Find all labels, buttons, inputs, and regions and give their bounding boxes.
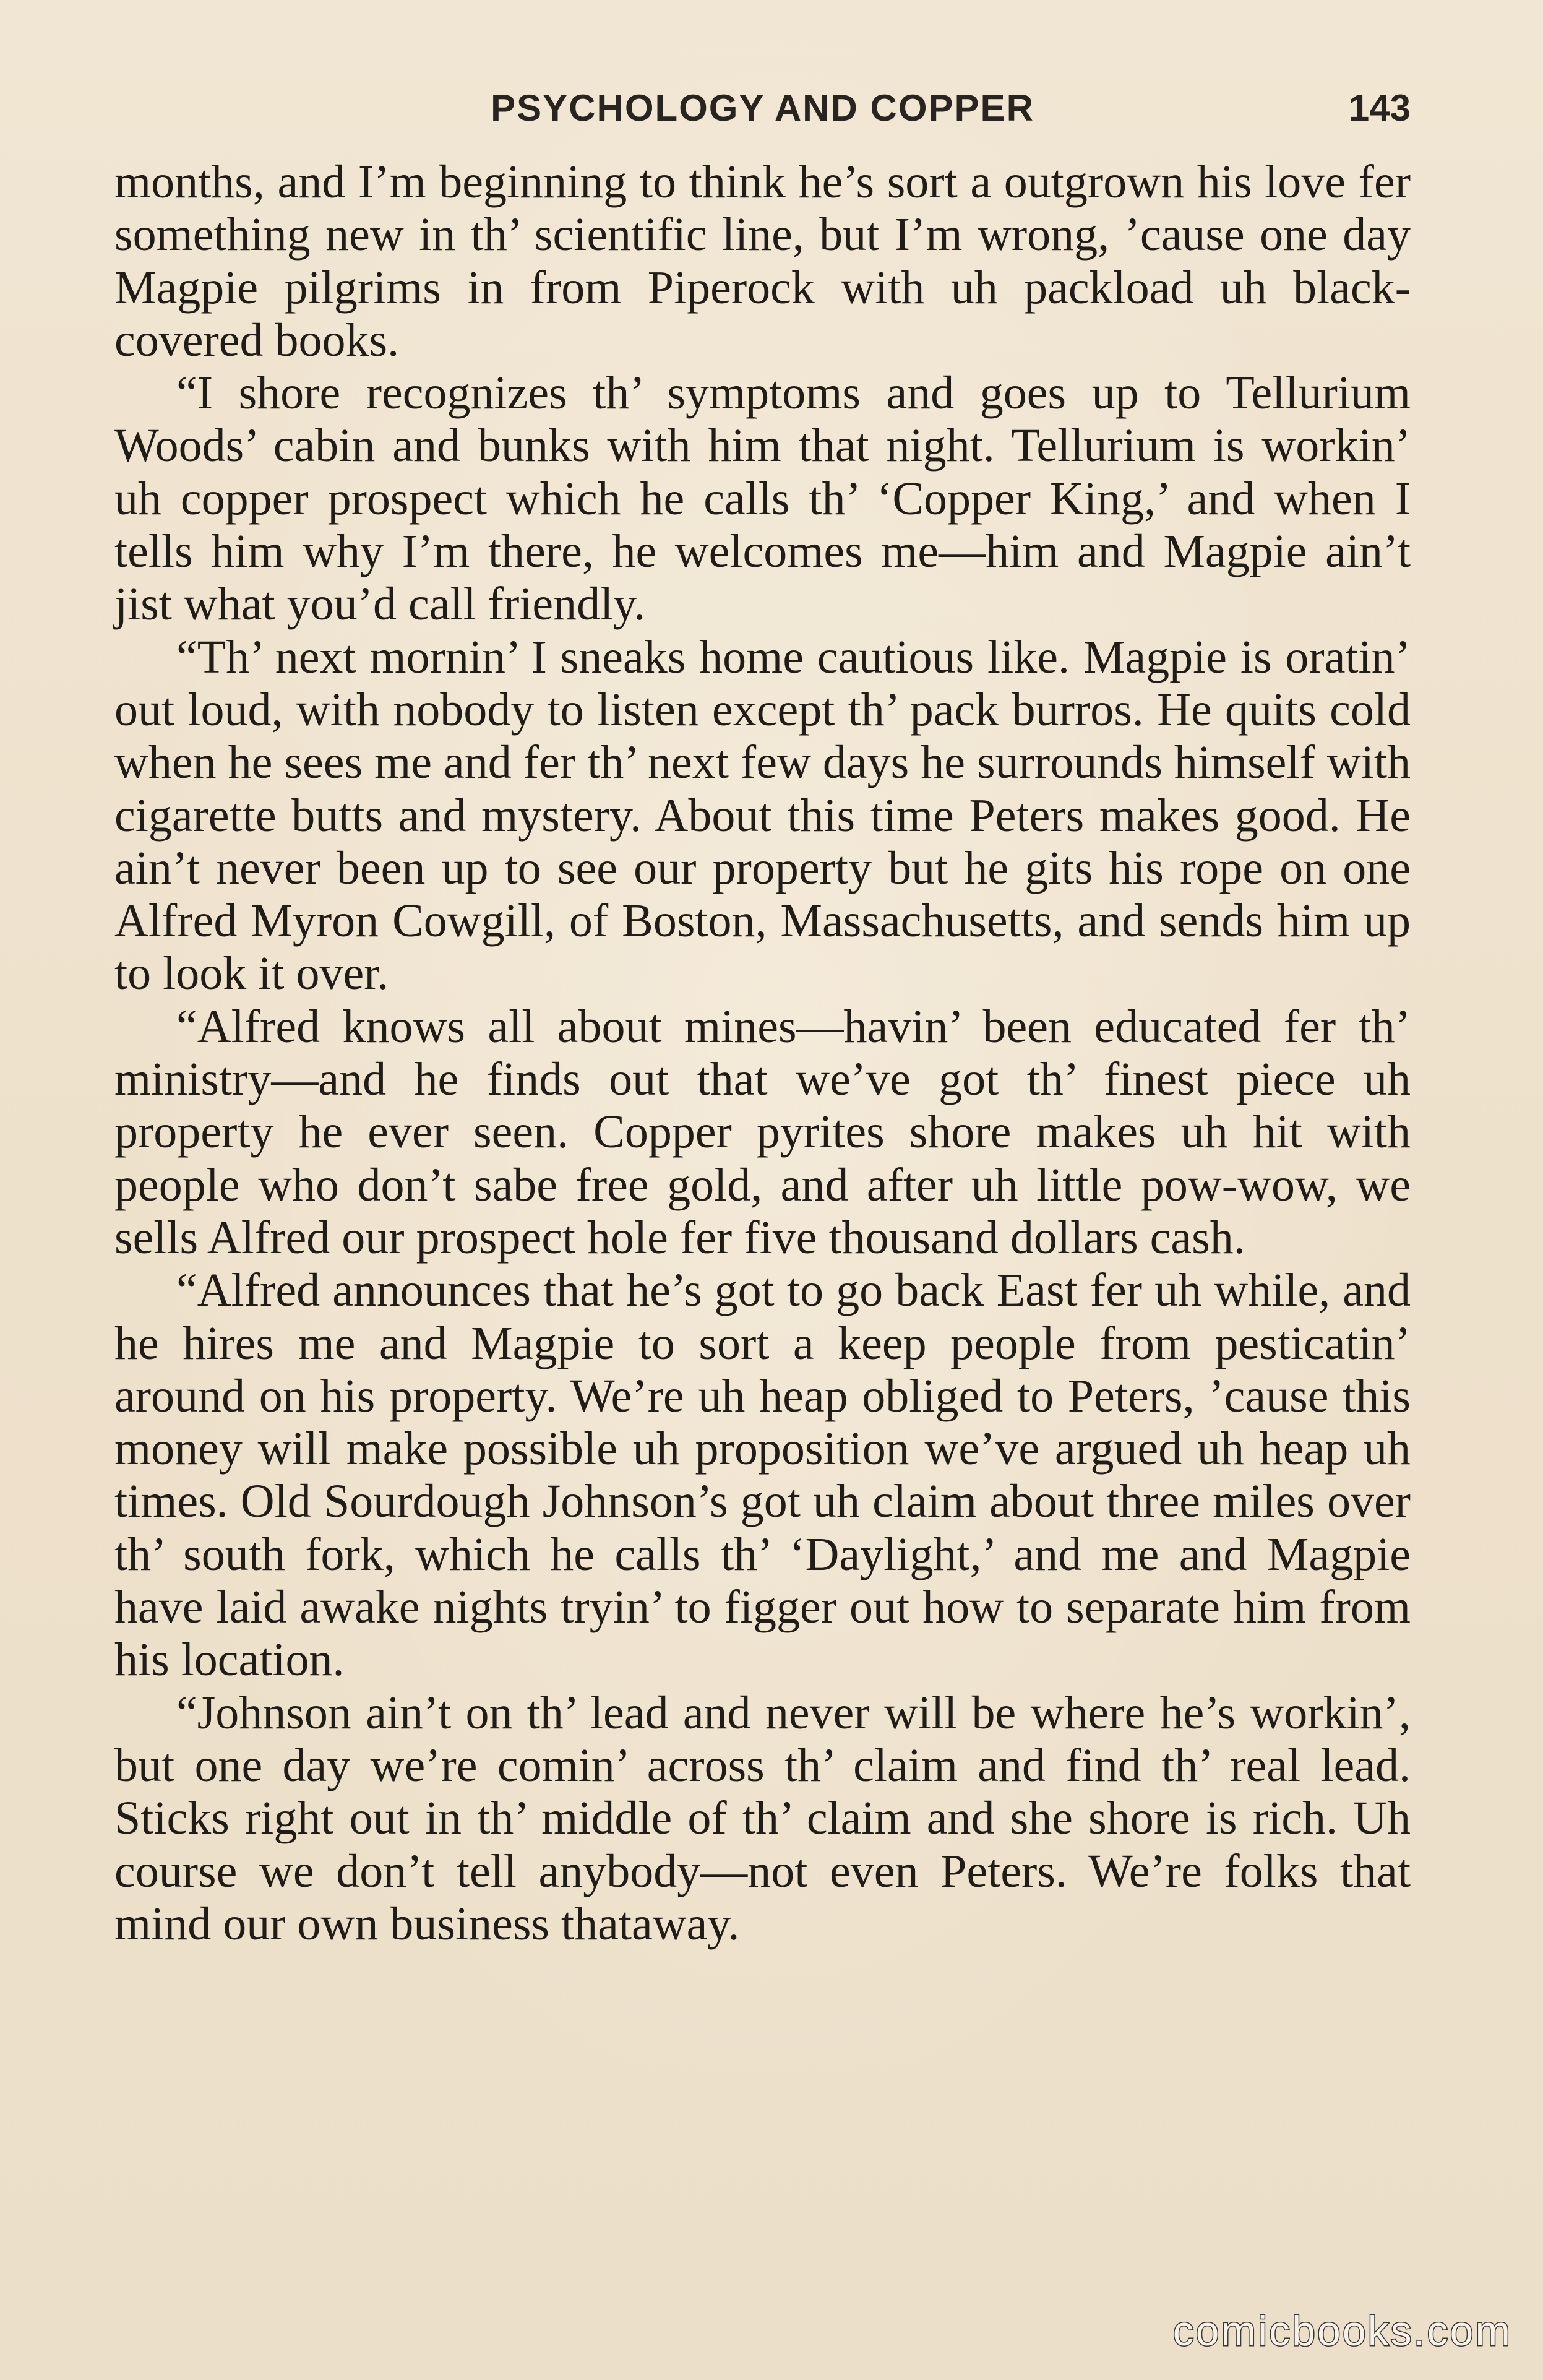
watermark: comicbooks.com: [1172, 2308, 1512, 2355]
running-head: [114, 87, 1411, 136]
paragraph: months, and I’m beginning to think he’s sort a outgrown his love fer something new in th’ scientific line, but I’m wrong, ’cause one day Magpie pilgrims in from Piperock with uh packload uh black-covered books.: [114, 156, 1411, 366]
paragraph: “Johnson ain’t on th’ lead and never will be where he’s workin’, but one day we’re comin’ across th’ claim and find th’ real lead. Sticks right out in th’ middle of th’ claim and she shore is rich. Uh course we don’t tell anybody—not even Peters. We’re folks that mind our own business thataway.: [114, 1686, 1411, 1950]
paragraph: “I shore recognizes th’ symptoms and goes up to Tellurium Woods’ cabin and bunks with him that night. Tellurium is workin’ uh copper prospect which he calls th’ ‘Copper King,’ and when I tells him why I’m there, he welcomes me—him and Magpie ain’t jist what you’d call friendly.: [114, 367, 1411, 631]
page-number: 143: [1348, 87, 1411, 129]
body-text: [114, 156, 1411, 1951]
paragraph: “Alfred announces that he’s got to go back East fer uh while, and he hires me and Magpie to sort a keep people from pesticatin’ around on his property. We’re uh heap obliged to Peters, ’cause this money will make possible uh proposition we’ve argued uh heap uh times. Old Sourdough Johnson’s got uh claim about three miles over th’ south fork, which he calls th’ ‘Daylight,’ and me and Magpie have laid awake nights tryin’ to figger out how to separate him from his location.: [114, 1264, 1411, 1686]
chapter-title: PSYCHOLOGY AND COPPER: [491, 87, 1034, 129]
paragraph: “Alfred knows all about mines—havin’ been educated fer th’ ministry—and he finds out that we’ve got th’ finest piece uh property he ever seen. Copper pyrites shore makes uh hit with people who don’t sabe free gold, and after uh little pow-wow, we sells Alfred our prospect hole fer five thousand dollars cash.: [114, 1000, 1411, 1264]
paragraph: “Th’ next mornin’ I sneaks home cautious like. Magpie is oratin’ out loud, with nobody to listen except th’ pack burros. He quits cold when he sees me and fer th’ next few days he surrounds himself with cigarette butts and mystery. About this time Peters makes good. He ain’t never been up to see our property but he gits his rope on one Alfred Myron Cowgill, of Boston, Massachusetts, and sends him up to look it over.: [114, 631, 1411, 1000]
